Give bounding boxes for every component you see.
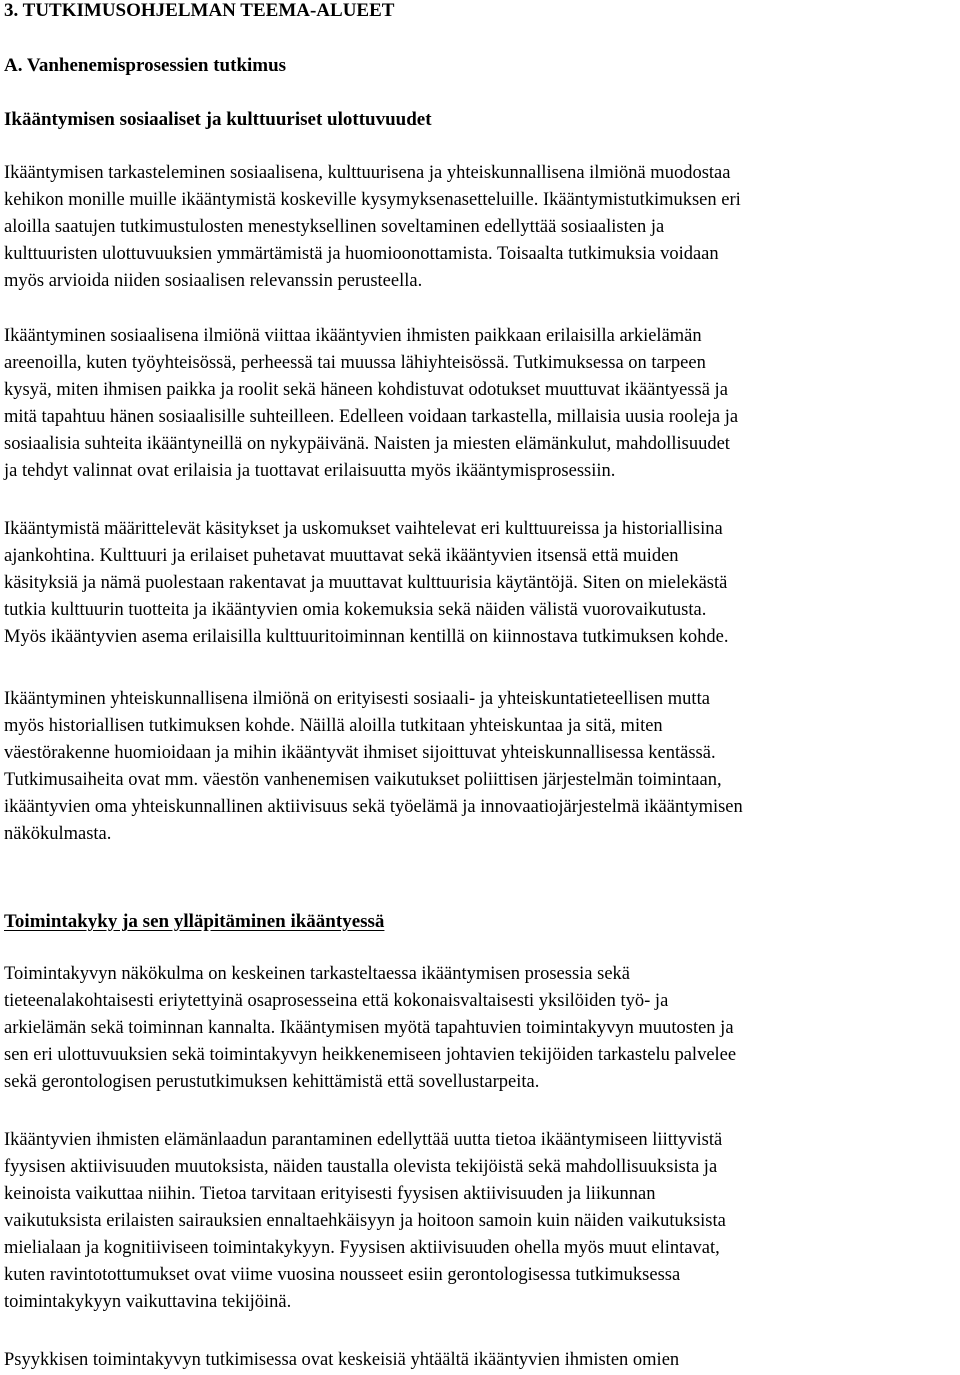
text-line: kulttuuristen ulottuvuuksien ymmärtämistä ja huomioonottamista. Toisaalta tutkimuksia voidaan [4,244,719,264]
text-line: sen eri ulottuvuuksien sekä toimintakyvyn heikkenemiseen johtavien tekijöiden tarkastelu palvelee [4,1045,737,1065]
text-line: ajankohtina. Kulttuuri ja erilaiset puhetavat muuttavat sekä ikääntyvien itsensä että muiden [4,546,679,566]
text-line: käsityksiä ja nämä puolestaan rakentavat ja muuttavat kulttuurisia käytäntöjä. Siten on mielekästä [4,573,728,593]
text-line: Toimintakyvyn näkökulma on keskeinen tarkasteltaessa ikääntymisen prosessia sekä [4,964,631,984]
subsection-heading: A. Vanhenemisprosessien tutkimus [4,55,287,76]
paragraph-6 [4,1127,950,1316]
text-line: Ikääntyminen yhteiskunnallisena ilmiönä on erityisesti sosiaali- ja yhteiskuntatieteellisen mutta [4,689,710,709]
text-line: Myös ikääntyvien asema erilaisilla kulttuuritoiminnan kentillä on kiinnostava tutkimuksen kohde. [4,627,729,647]
text-line: Tutkimusaiheita ovat mm. väestön vanhenemisen vaikutukset poliittisen järjestelmän toimintaan, [4,770,722,790]
text-line: Ikääntymistä määrittelevät käsitykset ja uskomukset vaihtelevat eri kulttuureissa ja historiallisina [4,519,723,539]
text-line: aloilla saatujen tutkimustulosten menestyksellinen soveltaminen edellyttää sosiaalisten ja [4,217,665,237]
paragraph-2 [4,323,950,485]
text-line: keinoista vaikuttaa niihin. Tietoa tarvitaan erityisesti fyysisen aktiivisuuden ja liikunnan [4,1184,656,1204]
topic-heading-functional-capacity: Toimintakyky ja sen ylläpitäminen ikääntyessä [4,911,385,932]
text-line: tutkia kulttuurin tuotteita ja ikääntyvien omia kokemuksia sekä näiden välistä vuorovaikutusta. [4,600,707,620]
text-line: kehikon monille muille ikääntymistä koskeville kysymyksenasetteluille. Ikääntymistutkimuksen eri [4,190,741,210]
text-line: sosiaalisia suhteita ikääntyneillä on nykypäivänä. Naisten ja miesten elämänkulut, mahdollisuudet [4,434,730,454]
text-line: ikääntyvien oma yhteiskunnallinen aktiivisuus sekä työelämä ja innovaatiojärjestelmä ikääntymisen [4,797,743,817]
text-line: Ikääntyminen sosiaalisena ilmiönä viittaa ikääntyvien ihmisten paikkaan erilaisilla arkielämän [4,326,702,346]
text-line: ja tehdyt valinnat ovat erilaisia ja tuottavat erilaisuutta myös ikääntymisprosessiin. [4,461,616,481]
text-line: fyysisen aktiivisuuden muutoksista, näiden taustalla olevista tekijöistä sekä mahdollisuuksista ja [4,1157,718,1177]
paragraph-4 [4,686,950,848]
text-line: myös historiallisen tutkimuksen kohde. Näillä aloilla tutkitaan yhteiskuntaa ja sitä, miten [4,716,663,736]
text-line: Ikääntyvien ihmisten elämänlaadun parantaminen edellyttää uutta tietoa ikääntymiseen liittyvistä [4,1130,723,1150]
text-line: mitä tapahtuu hänen sosiaalisille suhteilleen. Edelleen voidaan tarkastella, millaisia uusia rooleja ja [4,407,739,427]
text-line: Psyykkisen toimintakyvyn tutkimisessa ovat keskeisiä yhtäältä ikääntyvien ihmisten omien [4,1350,680,1370]
text-line: vaikutuksista erilaisten sairauksien ennaltaehkäisyyn ja hoitoon samoin kuin näiden vaikutuksista [4,1211,726,1231]
text-line: tieteenalakohtaisesti eriytettyinä osaprosesseina että kokonaisvaltaisesti yksilöiden työ- ja [4,991,669,1011]
text-line: arkielämän sekä toiminnan kannalta. Ikääntymisen myötä tapahtuvien toimintakyvyn muutosten ja [4,1018,734,1038]
topic-heading-social-cultural: Ikääntymisen sosiaaliset ja kulttuuriset ulottuvuudet [4,109,432,130]
text-line: myös arvioida niiden sosiaalisen relevanssin perusteella. [4,271,423,291]
text-line: toimintakykyyn vaikuttavina tekijöinä. [4,1292,292,1312]
text-line: näkökulmasta. [4,824,112,844]
section-heading: 3. TUTKIMUSOHJELMAN TEEMA-ALUEET [4,0,395,21]
text-line: Ikääntymisen tarkasteleminen sosiaalisena, kulttuurisena ja yhteiskunnallisena ilmiönä muodostaa [4,163,731,183]
text-line: sekä gerontologisen perustutkimuksen kehittämistä että sovellustarpeita. [4,1072,540,1092]
text-line: kysyä, miten ihmisen paikka ja roolit sekä häneen kohdistuvat odotukset muuttuvat ikääntyessä ja [4,380,728,400]
text-line: väestörakenne huomioidaan ja mihin ikääntyvät ihmiset sijoittuvat yhteiskunnallisessa kentässä. [4,743,716,763]
text-line: areenoilla, kuten työyhteisössä, perheessä tai muussa lähiyhteisössä. Tutkimuksessa on tarpeen [4,353,706,373]
paragraph-7 [4,1347,950,1374]
paragraph-5 [4,961,950,1096]
paragraph-1 [4,160,950,295]
paragraph-3 [4,516,950,651]
text-line: kuten ravintotottumukset ovat viime vuosina nousseet esiin gerontologisessa tutkimuksessa [4,1265,681,1285]
text-line: mielialaan ja kognitiiviseen toimintakykyyn. Fyysisen aktiivisuuden ohella myös muut elintavat, [4,1238,720,1258]
